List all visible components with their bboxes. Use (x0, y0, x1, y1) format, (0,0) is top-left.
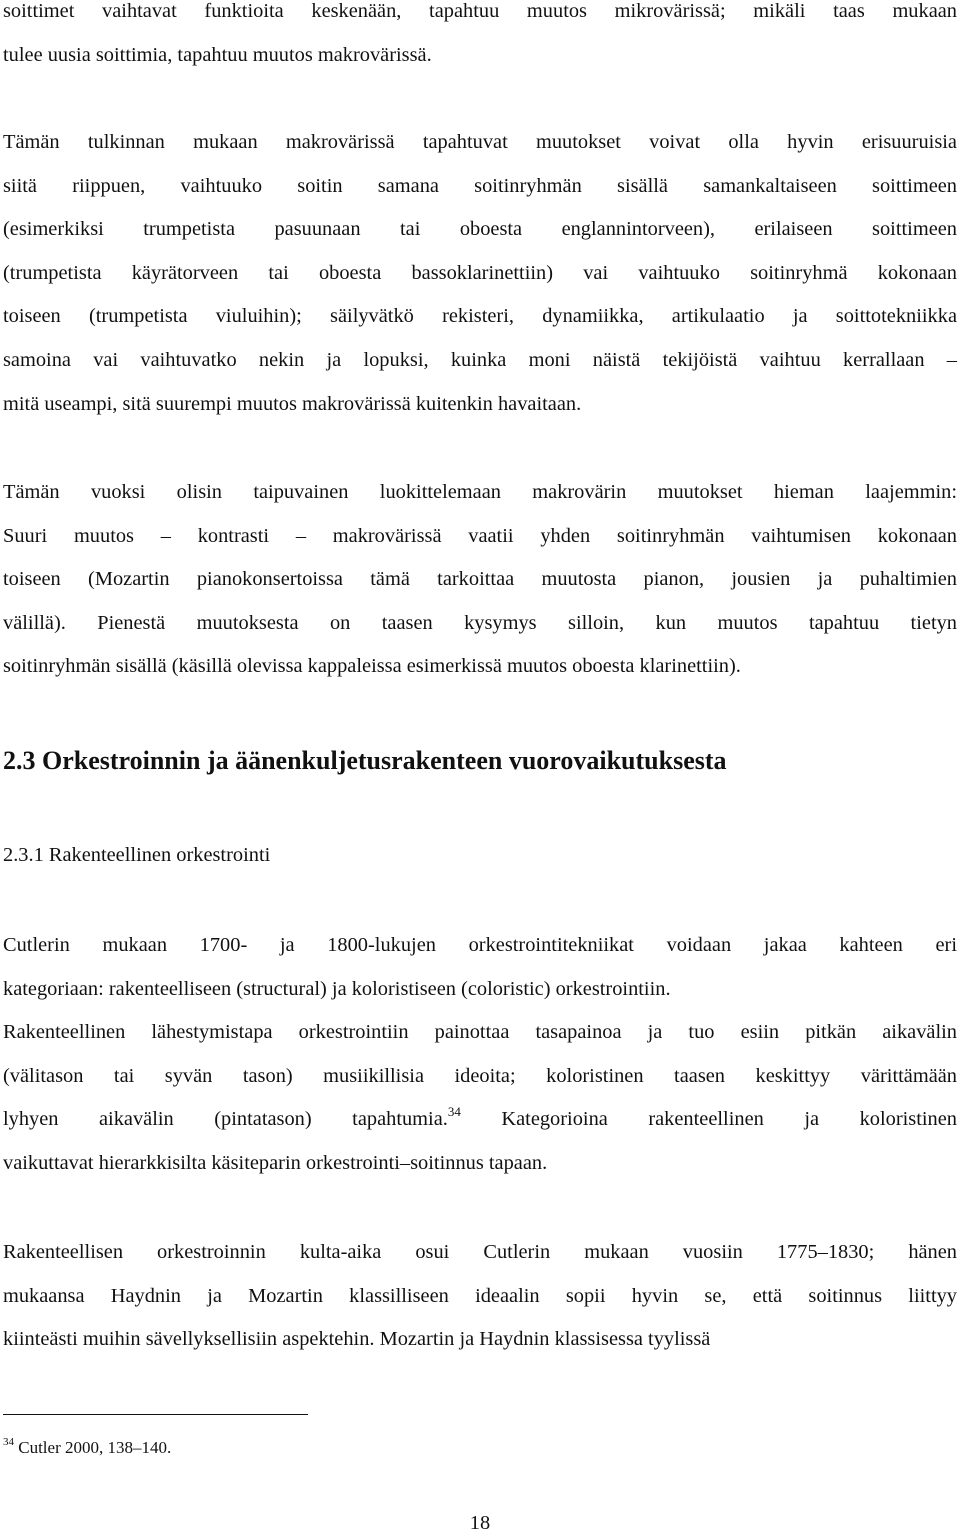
paragraph-line: Tämän tulkinnan mukaan makrovärissä tapahtuvat muutokset voivat olla hyvin erisuuruisia (3, 131, 957, 153)
paragraph-line: Tämän vuoksi olisin taipuvainen luokittelemaan makrovärin muutokset hieman laajemmin: (3, 481, 957, 503)
footnote-text: Cutler 2000, 138–140. (18, 1438, 172, 1457)
section-heading: 2.3 Orkestroinnin ja äänenkuljetusrakenteen vuorovaikutuksesta (3, 746, 727, 775)
paragraph-line: mitä useampi, sitä suurempi muutos makrovärissä kuitenkin havaitaan. (3, 392, 582, 415)
paragraph-2 (3, 121, 957, 426)
paragraph-4 (3, 924, 957, 1186)
paragraph-line: kiinteästi muihin sävellyksellisiin aspektehin. Mozartin ja Haydnin klassisessa tyylissä (3, 1328, 711, 1351)
paragraph-line: toiseen (trumpetista viuluihin); säilyvätkö rekisteri, dynamiikka, artikulaatio ja soittotekniikka (3, 305, 957, 328)
paragraph-line: soitinryhmän sisällä (käsillä olevissa kappaleissa esimerkissä muutos oboesta klarinettiin). (3, 655, 741, 678)
paragraph-line: Rakenteellisen orkestroinnin kulta-aika osui Cutlerin mukaan vuosiin 1775–1830; hänen (3, 1241, 957, 1263)
paragraph-line: kategoriaan: rakenteelliseen (structural) ja koloristiseen (coloristic) orkestrointiin. (3, 977, 671, 1000)
footnote (3, 1438, 171, 1458)
paragraph-5 (3, 1231, 957, 1362)
paragraph-line: Rakenteellinen lähestymistapa orkestrointiin painottaa tasapainoa ja tuo esiin pitkän aikavälin (3, 1021, 957, 1044)
paragraph-line: vaikuttavat hierarkkisilta käsiteparin orkestrointi–soitinnus tapaan. (3, 1151, 548, 1174)
paragraph-3 (3, 471, 957, 689)
paragraph-line-part: Kategorioina rakenteellinen ja koloristinen (501, 1108, 957, 1131)
paragraph-line: välillä). Pienestä muutoksesta on taasen kysymys silloin, kun muutos tapahtuu tietyn (3, 611, 957, 634)
paragraph-line: (välitason tai syvän tason) musiikillisia ideoita; koloristinen taasen keskittyy värittämään (3, 1064, 957, 1087)
footnote-divider (3, 1414, 308, 1415)
paragraph-line (3, 1098, 957, 1142)
paragraph-line: mukaansa Haydnin ja Mozartin klassilliseen ideaalin sopii hyvin se, että soitinnus liittyy (3, 1284, 957, 1307)
paragraph-line: (trumpetista käyrätorveen tai oboesta bassoklarinettiin) vai vaihtuuko soitinryhmä kokonaan (3, 261, 957, 284)
footnote-number: 34 (3, 1436, 14, 1448)
subsection-heading: 2.3.1 Rakenteellinen orkestrointi (3, 844, 271, 866)
footnote-reference: 34 (447, 1104, 461, 1120)
paragraph-line-part: lyhyen aikavälin (pintatason) tapahtumia. (3, 1108, 448, 1131)
paragraph-line: samoina vai vaihtuvatko nekin ja lopuksi, kuinka moni näistä tekijöistä vaihtuu kerrallaan – (3, 348, 957, 371)
paragraph-line: Suuri muutos – kontrasti – makrovärissä vaatii yhden soitinryhmän vaihtumisen kokonaan (3, 524, 957, 547)
paragraph-line: toiseen (Mozartin pianokonsertoissa tämä tarkoittaa muutosta pianon, jousien ja puhaltimien (3, 568, 957, 591)
paragraph-line: (esimerkiksi trumpetista pasuunaan tai oboesta englannintorveen), erilaiseen soittimeen (3, 218, 957, 241)
paragraph-line: siitä riippuen, vaihtuuko soitin samana soitinryhmän sisällä samankaltaiseen soittimeen (3, 174, 957, 197)
paragraph-line: tulee uusia soittimia, tapahtuu muutos makrovärissä. (3, 43, 432, 66)
paragraph-1 (3, 0, 957, 77)
paragraph-line: Cutlerin mukaan 1700- ja 1800-lukujen orkestrointitekniikat voidaan jakaa kahteen eri (3, 934, 957, 956)
page-number: 18 (469, 1512, 491, 1534)
paragraph-line: soittimet vaihtavat funktioita keskenään, tapahtuu muutos mikrovärissä; mikäli taas mukaan (3, 0, 957, 22)
